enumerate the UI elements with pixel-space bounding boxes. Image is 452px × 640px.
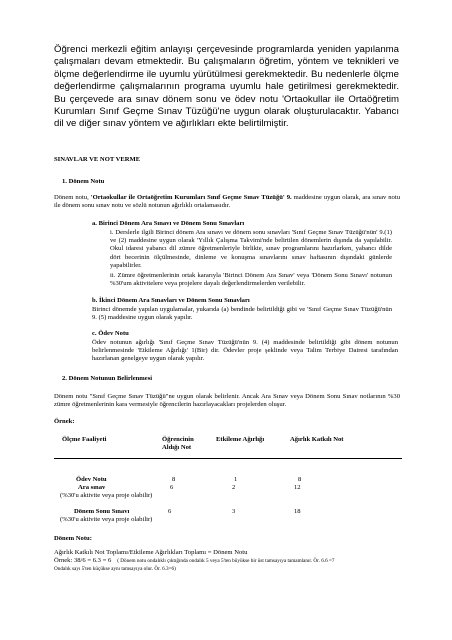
table-row-grade: 8 xyxy=(172,476,176,483)
footnote-rounding-continued: Ondalık sayı 5'ten küçükse aynı tamsayıya olur. Ör. 6.3=6) xyxy=(54,566,176,572)
table-header-activity: Ölçme Faaliyeti xyxy=(62,436,107,443)
section-1-title: 1. Dönem Notu xyxy=(62,178,105,185)
table-header-weight: Etkileme Ağırlığı xyxy=(216,436,265,443)
subsection-a-title: a. Birinci Dönem Ara Sınavı ve Dönem Sonu Sınavları xyxy=(92,220,245,227)
table-header-grade: Öğrencinin Aldığı Not xyxy=(162,436,194,452)
table-row-grade: 6 xyxy=(168,508,172,515)
example-calculation xyxy=(54,557,335,565)
subsection-c-title: c. Ödev Notu xyxy=(92,330,129,337)
table-row-note: (%30'u aktivite veya proje olabilir) xyxy=(60,516,153,523)
table-row-note: (%30'u aktivite veya proje olabilir) xyxy=(60,492,153,499)
section-heading: SINAVLAR VE NOT VERME xyxy=(54,156,141,163)
table-row-activity: Dönem Sonu Sınavı xyxy=(74,508,130,515)
section-1-para-pre: Dönem notu, xyxy=(54,194,91,201)
section-2-title: 2. Dönem Notunun Belirlenmesi xyxy=(62,375,153,382)
intro-paragraph: Öğrenci merkezli eğitim anlayışı çerçevesinde programlarda yeniden yapılanma çalışmaları devam etmektedir. Bu çalışmaların öğretim, yöntem ve teknikleri ve ölçme değerlendirme ile uyumlu yürütülmesi gerekmektedir. Bu nedenlerle ölçme değerlendirme çalışmalarının programa uyumlu hale getirilmesi gerekmektedir. Bu çerçevede ara sınav dönem sonu ve ödev notu 'Ortaokullar ile Ortaöğretim Kurumları Sınıf Geçme Sınav Tüzüğü'ne uygun olarak oluşturulacaktır. Yabancı dil ve diğer sınav yöntem ve ağırlıkları ekte belirtilmiştir. xyxy=(54,44,399,130)
table-row-weighted: 8 xyxy=(298,476,302,483)
table-header-divider xyxy=(54,458,402,459)
table-row-weighted: 12 xyxy=(294,484,301,491)
table-row-grade: 6 xyxy=(170,484,174,491)
subsection-a-item-ii: ii. Zümre öğretmenlerinin ortak kararıyla 'Birinci Dönem Ara Sınav' veya 'Dönem Sonu Sınavı' notunun %30'um aktivitelere veya projelere dayalı değerlendirmelerden verilebilir. xyxy=(110,272,392,288)
table-row-weight: 3 xyxy=(232,508,236,515)
term-note-label: Dönem Notu: xyxy=(54,535,92,542)
subsection-b-text: Birinci dönemde yapılan uygulamalar, yukarıda (a) bendinde belirtildiği gibi ve 'Sınıf Geçme Sınav Tüzüğü'nün 9. (5) maddesine uygun olarak yapılır. xyxy=(92,306,392,322)
section-2-paragraph: Dönem notu "Sınıf Geçme Sınav Tüzüğü"ne uygun olarak belirlenir. Ancak Ara Sınav veya Dönem Sonu Sınav notlarının %30 zümre öğretmenlerinin kara vermesiyle öğrencilerin hazırlayacakları projelerden oluşur. xyxy=(54,393,400,409)
table-row-weight: 1 xyxy=(234,476,238,483)
footnote-rounding: ( Dönem notu ondalıklı çıktığında ondalık 5 veya 5'ten büyükse bir üst tamsayıya tamamlanır. Ör. 6.6 =7 xyxy=(117,558,335,564)
section-1-para-bold: 'Ortaokullar ile Ortaöğretim Kurumları Sınıf Geçme Sınav Tüzüğü' 9. xyxy=(90,194,292,201)
table-row-activity: Ödev Notu xyxy=(76,476,107,483)
subsection-b-title: b. İkinci Dönem Ara Sınavları ve Dönem Sonu Sınavları xyxy=(92,297,250,304)
formula-text: Ağırlık Katkılı Not Toplamı/Etkileme Ağırlıkları Toplamı = Dönem Notu xyxy=(54,549,248,556)
section-1-para-post: maddesine uygun olarak, ara sınav notu ile dönem sonu sınav notu ve sözlü notunun ağırlıklı ortalamasıdır. xyxy=(54,194,400,210)
table-row-weight: 2 xyxy=(232,484,236,491)
subsection-a-item-i: i. Derslerle ilgili Birinci dönem Ara sınavı ve dönem sonu sınavları 'Sınıf Geçme Sınav Tüzüğü'nün' 9.(1) ve (2) maddesine uygun olarak 'Yıllık Çalışma Takvimi'nde belirtilen dönemlerin dışında da yapılabilir. Okul idaresi yabancı dil zümre öğretmenleriyle birlikte, sınav programlarını hazırlarken, yabancı dilde dört becerinin ölçülmesinde, dinleme ve konuşma sınavlarını sınav haftasının dışındaki günlerde yapabilirler. xyxy=(110,229,392,269)
subsection-c-text: Ödev notunun ağırlığı 'Sınıf Geçme Sınav Tüzüğü'nün 9. (4) maddesinde belirtildiği gibi dönem notunun belirlenmesinde 'Etkileme Ağırlığı' 1(Bir) dir. Ödevler proje şeklinde veya Talim Terbiye Dairesi tarafından hazırlanan genelgeye uygun olarak yapılır. xyxy=(92,339,398,363)
example-calc-text: Örnek: 38/6 = 6.3 = 6 xyxy=(54,557,112,564)
table-header-weighted: Ağırlık Katkılı Not xyxy=(290,436,344,443)
example-label: Örnek: xyxy=(54,418,75,425)
table-row-weighted: 18 xyxy=(294,508,301,515)
section-1-paragraph xyxy=(54,194,400,210)
table-row-activity: Ara sınav xyxy=(78,484,106,491)
